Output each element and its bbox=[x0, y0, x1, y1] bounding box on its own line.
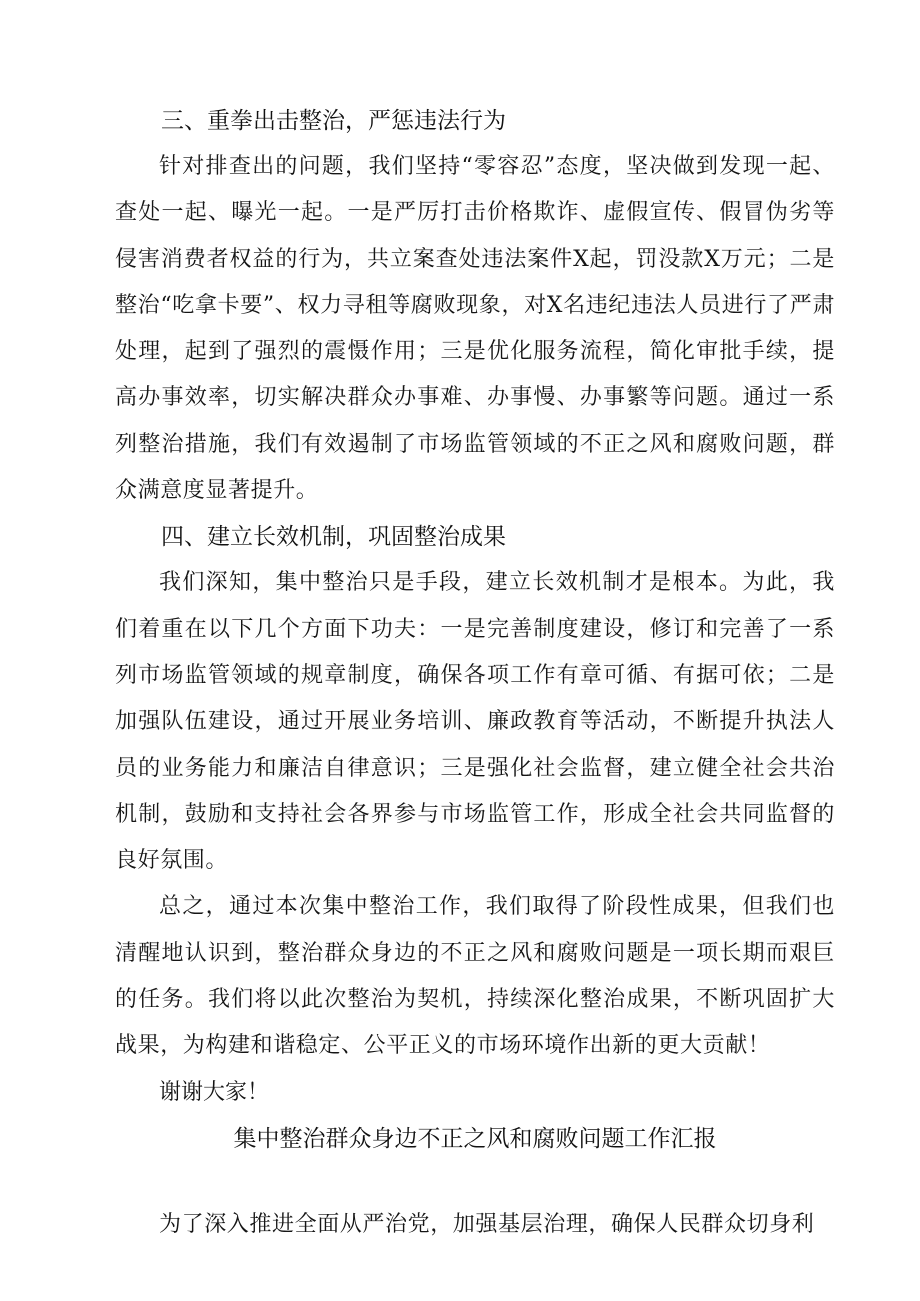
section-3-paragraph: 针对排查出的问题，我们坚持“零容忍”态度，坚决做到发现一起、查处一起、曝光一起。一是严厉打击价格欺诈、虚假宣传、假冒伪劣等侵害消费者权益的行为，共立案查处违法案件X起，罚没款X万元；二是整治“吃拿卡要”、权力寻租等腐败现象，对X名违纪违法人员进行了严肃处理，起到了强烈的震慑作用；三是优化服务流程，简化审批手续，提高办事效率，切实解决群众办事难、办事慢、办事繁等问题。通过一系列整治措施，我们有效遏制了市场监管领域的不正之风和腐败问题，群众满意度显著提升。 bbox=[115, 154, 835, 504]
next-document-title: 集中整治群众身边不正之风和腐败问题工作汇报 bbox=[233, 1125, 717, 1152]
section-4-paragraph: 我们深知，集中整治只是手段，建立长效机制才是根本。为此，我们着重在以下几个方面下功夫：一是完善制度建设，修订和完善了一系列市场监管领域的规章制度，确保各项工作有章可循、有据可依；二是加强队伍建设，通过开展业务培训、廉政教育等活动，不断提升执法人员的业务能力和廉洁自律意识；三是强化社会监督，建立健全社会共治机制，鼓励和支持社会各界参与市场监管工作，形成全社会共同监督的良好氛围。 bbox=[115, 570, 835, 874]
next-document-opening: 为了深入推进全面从严治党，加强基层治理，确保人民群众切身利 bbox=[159, 1211, 815, 1237]
closing-thanks: 谢谢大家！ bbox=[159, 1079, 270, 1105]
section-3-heading: 三、重拳出击整治，严惩违法行为 bbox=[161, 108, 506, 134]
section-4-heading: 四、建立长效机制，巩固整治成果 bbox=[161, 524, 506, 551]
document-body bbox=[115, 98, 835, 1248]
title-spacer bbox=[115, 1162, 835, 1202]
summary-paragraph: 总之，通过本次集中整治工作，我们取得了阶段性成果，但我们也清醒地认识到，整治群众身边的不正之风和腐败问题是一项长期而艰巨的任务。我们将以此次整治为契机，持续深化整治成果，不断巩固扩大战果，为构建和谐稳定、公平正义的市场环境作出新的更大贡献！ bbox=[115, 894, 835, 1059]
